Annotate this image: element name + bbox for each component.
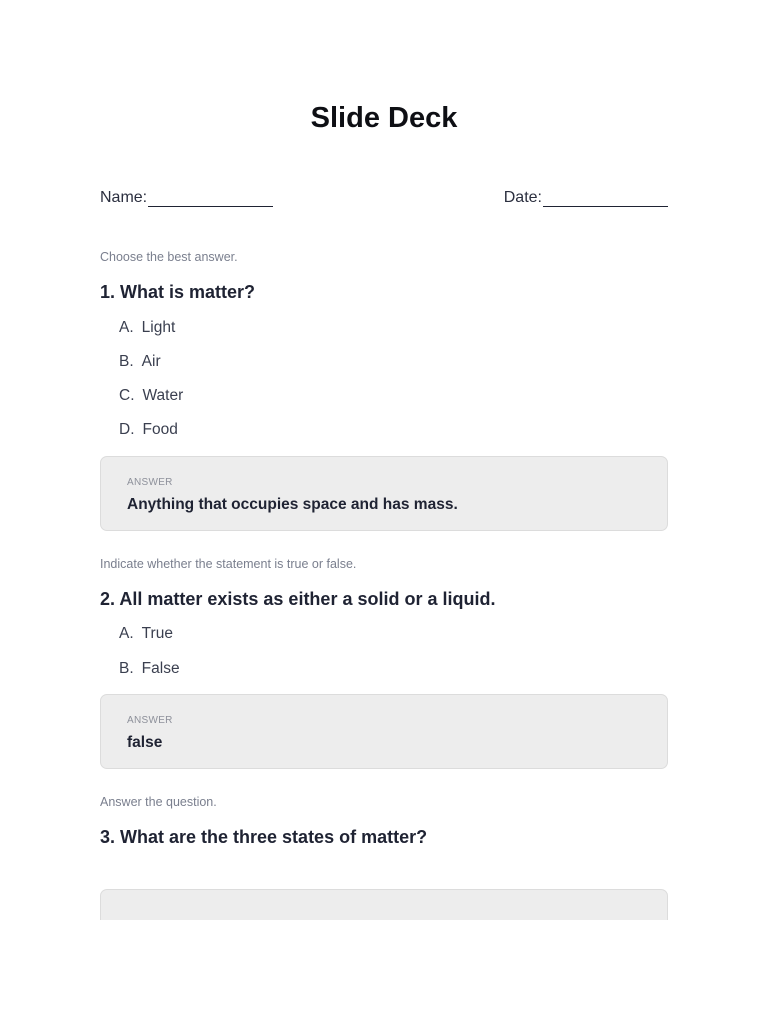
date-label: Date: [503, 189, 542, 206]
answer-label: ANSWER [127, 715, 173, 726]
question-prompt: 1. What is matter? [100, 282, 256, 302]
name-field [100, 189, 273, 207]
option-letter: C. [119, 387, 135, 404]
name-blank-line[interactable] [148, 189, 273, 207]
answer-label: ANSWER [127, 477, 173, 488]
option-letter: B. [119, 353, 134, 370]
answer-box [100, 889, 668, 920]
answer-box [100, 694, 668, 769]
option-letter: D. [119, 421, 135, 438]
worksheet-page [100, 0, 668, 920]
question-instruction: Indicate whether the statement is true or false. [100, 557, 357, 571]
option-text: Air [141, 353, 161, 370]
date-field [504, 189, 668, 207]
option-letter: A. [119, 625, 134, 642]
answer-text: false [127, 734, 163, 751]
option-letter: A. [119, 319, 134, 336]
option-text: False [141, 660, 180, 677]
name-date-row [100, 189, 668, 211]
answer-option [119, 387, 183, 405]
answer-option [119, 421, 178, 439]
date-blank-line[interactable] [543, 189, 668, 207]
option-text: Food [142, 421, 178, 438]
option-text: Light [141, 319, 176, 336]
question-prompt: 2. All matter exists as either a solid or a liquid. [100, 589, 496, 609]
question-prompt: 3. What are the three states of matter? [100, 827, 428, 847]
option-letter: B. [119, 660, 134, 677]
name-label: Name: [100, 189, 148, 206]
answer-option [119, 319, 175, 337]
option-text: Water [142, 387, 184, 404]
answer-box [100, 456, 668, 531]
answer-text: Anything that occupies space and has mass. [127, 496, 458, 513]
question-instruction: Answer the question. [100, 795, 217, 809]
answer-option [119, 353, 161, 371]
page-title: Slide Deck [310, 102, 458, 134]
question-instruction: Choose the best answer. [100, 250, 238, 264]
answer-option [119, 625, 173, 643]
answer-option [119, 660, 180, 678]
option-text: True [141, 625, 173, 642]
